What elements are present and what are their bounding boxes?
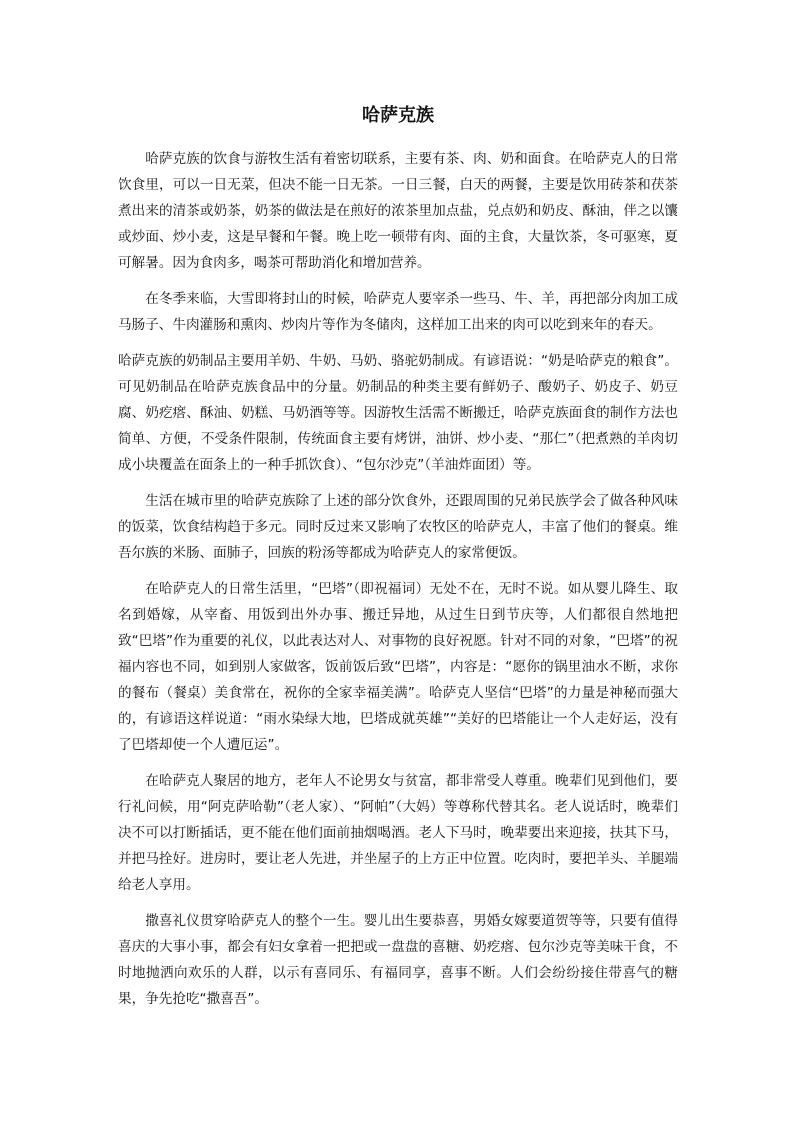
paragraph-dairy: 哈萨克族的奶制品主要用羊奶、牛奶、马奶、骆驼奶制成。有谚语说：“奶是哈萨克的粮食”。可见奶制品在哈萨克族食品中的分量。奶制品的种类主要有鲜奶子、酸奶子、奶皮子、奶豆腐、奶疙瘩、酥油、奶糕、马奶酒等等。因游牧生活需不断搬迁，哈萨克族面食的制作方法也简单、方便，不受条件限制，传统面食主要有烤饼，油饼、炒小麦、“那仁”（把煮熟的羊肉切成小块覆盖在面条上的一种手抓饮食）、“包尔沙克”（羊油炸面团）等。 — [118, 353, 678, 473]
document-title: 哈萨克族 — [362, 105, 434, 126]
document-page — [118, 104, 678, 1022]
paragraph-elders: 在哈萨克人聚居的地方，老年人不论男女与贫富，都非常受人尊重。晚辈们见到他们，要行礼问候，用“阿克萨哈勒”（老人家）、“阿帕”（大妈）等尊称代替其名。老人说话时，晚辈们决不可以打断插话，更不能在他们面前抽烟喝酒。老人下马时，晚辈要出来迎接，扶其下马，并把马拴好。进房时，要让老人先进，并坐屋子的上方正中位置。吃肉时，要把羊头、羊腿端给老人享用。 — [118, 773, 678, 893]
paragraph-bata: 在哈萨克人的日常生活里，“巴塔”（即祝福词）无处不在，无时不说。如从婴儿降生、取名到婚嫁，从宰畜、用饭到出外办事、搬迁异地，从过生日到节庆等，人们都很自然地把致“巴塔”作为重要的礼仪，以此表达对人、对事物的良好祝愿。针对不同的对象，“巴塔”的祝福内容也不同，如到别人家做客，饭前饭后致“巴塔”，内容是：“愿你的锅里油水不断，求你的餐布（餐桌）美食常在，祝你的全家幸福美满”。哈萨克人坚信“巴塔”的力量是神秘而强大的，有谚语这样说道：“雨水染绿大地，巴塔成就英雄”“美好的巴塔能让一个人走好运，没有了巴塔却使一个人遭厄运”。 — [118, 581, 678, 753]
paragraph-celebration: 撒喜礼仪贯穿哈萨克人的整个一生。婴儿出生要恭喜，男婚女嫁要道贺等等，只要有值得喜庆的大事小事，都会有妇女拿着一把把或一盘盘的喜糖、奶疙瘩、包尔沙克等美味干食，不时地抛洒向欢乐的人群，以示有喜同乐、有福同享，喜事不断。人们会纷纷接住带喜气的糖果，争先抢吃“撒喜吾”。 — [118, 913, 678, 1007]
paragraph-winter-meat: 在冬季来临，大雪即将封山的时候，哈萨克人要宰杀一些马、牛、羊，再把部分肉加工成马肠子、牛肉灌肠和熏肉、炒肉片等作为冬储肉，这样加工出来的肉可以吃到来年的春天。 — [118, 291, 678, 333]
paragraph-city-food: 生活在城市里的哈萨克族除了上述的部分饮食外，还跟周围的兄弟民族学会了做各种风味的饭菜，饮食结构趋于多元。同时反过来又影响了农牧区的哈萨克人，丰富了他们的餐桌。维吾尔族的米肠、面肺子，回族的粉汤等都成为哈萨克人的家常便饭。 — [118, 493, 678, 561]
paragraph-diet: 哈萨克族的饮食与游牧生活有着密切联系，主要有茶、肉、奶和面食。在哈萨克人的日常饮食里，可以一日无菜，但决不能一日无茶。一日三餐，白天的两餐，主要是饮用砖茶和茯茶煮出来的清茶或奶茶，奶茶的做法是在煎好的浓茶里加点盐，兑点奶和奶皮、酥油，伴之以馕或炒面、炒小麦，这是早餐和午餐。晚上吃一顿带有肉、面的主食，大量饮茶，冬可驱寒，夏可解暑。因为食肉多，喝茶可帮助消化和增加营养。 — [118, 151, 678, 271]
